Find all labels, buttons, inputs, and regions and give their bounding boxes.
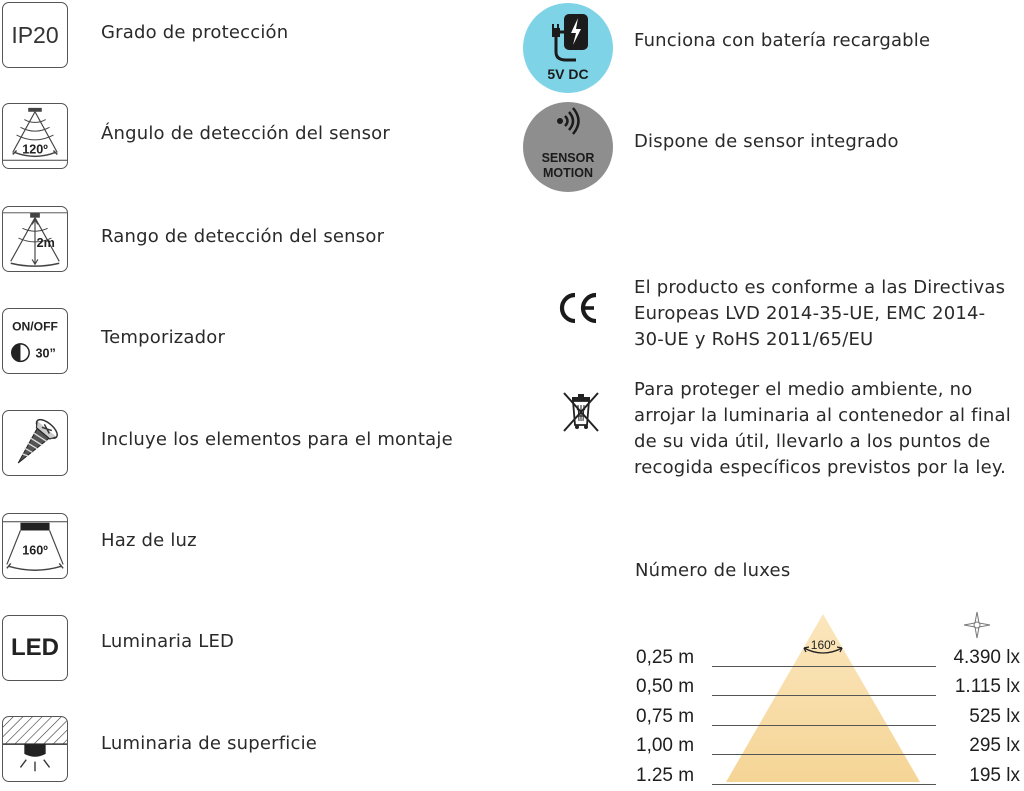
sensor-range-icon [2,206,68,272]
mounting-elements-label: Incluye los elementos para el montaje [101,429,453,450]
lux-row-line [712,695,936,696]
timer-seconds-text: 30” [35,346,56,361]
lux-row [636,735,1020,757]
lux-value: 1.115 lx [954,676,1020,697]
ce-line: El producto es conforme a las Directivas [634,277,1006,298]
lux-distance: 0,75 m [636,706,695,727]
lux-value: 525 lx [969,706,1020,727]
sensor-angle-icon [2,103,68,169]
lux-row-line [712,725,936,726]
surface-luminaire-label: Luminaria de superficie [101,733,318,754]
led-luminaire-label: Luminaria LED [101,631,235,652]
lux-distance: 0,25 m [636,647,695,668]
beam-label: Haz de luz [101,530,197,551]
sensor-text-2: MOTION [543,166,593,180]
ce-line: Europeas LVD 2014-35-UE, EMC 2014- [634,303,986,324]
weee-line: Para proteger el medio ambiente, no [634,379,973,400]
beam-angle-value: 160º [22,543,48,558]
lux-row-line [712,754,936,755]
lux-distance: 1,00 m [636,735,695,756]
sensor-range-label: Rango de detección del sensor [101,226,385,247]
sensor-text-1: SENSOR [541,151,595,165]
lux-value: 4.390 lx [953,647,1020,668]
timer-label: Temporizador [101,327,226,348]
ip20-icon [2,2,68,68]
lux-value: 295 lx [969,735,1020,756]
lux-row [636,647,1020,669]
lux-row [636,765,1020,787]
weee-notice-text [634,377,1011,481]
screw-icon [2,410,68,476]
lux-row [636,706,1020,728]
timer-onoff-text: ON/OFF [12,319,58,334]
protection-grade-label: Grado de protección [101,22,289,43]
sensor-motion-icon [522,101,614,193]
sensor-range-value: 2m [36,235,55,250]
lux-row-line [712,666,936,667]
lux-distance: 1.25 m [636,765,695,786]
beam-angle-icon [2,513,68,579]
battery-voltage-text: 5V DC [547,66,589,82]
ce-mark-icon [557,289,601,327]
sensor-integrated-label: Dispone de sensor integrado [634,131,899,152]
sensor-angle-value: 120º [22,142,48,157]
light-source-icon [962,610,992,640]
weee-line: de su vida útil, llevarlo a los puntos de [634,431,991,452]
battery-label: Funciona con batería recargable [634,30,931,51]
ce-notice-text [634,275,1005,353]
lux-value: 195 lx [969,765,1020,786]
led-icon-text: LED [11,634,59,661]
crossed-bin-icon [559,389,603,433]
beam-angle-label: 160º [810,638,836,652]
lux-distance: 0,50 m [636,676,695,697]
lux-row [636,676,1020,698]
surface-mount-icon [2,716,68,782]
ce-line: 30-UE y RoHS 2011/65/EU [634,329,874,350]
lux-title: Número de luxes [635,560,791,581]
ip20-icon-text: IP20 [11,21,59,48]
battery-charger-icon [522,2,614,94]
lux-row-line [712,784,936,785]
timer-icon [2,308,68,374]
weee-line: arrojar la luminaria al contenedor al final [634,405,1011,426]
led-icon [2,615,68,681]
sensor-angle-label: Ángulo de detección del sensor [101,123,390,144]
light-cone [726,612,920,784]
weee-line: recogida específicos previstos por la ley. [634,457,1007,478]
